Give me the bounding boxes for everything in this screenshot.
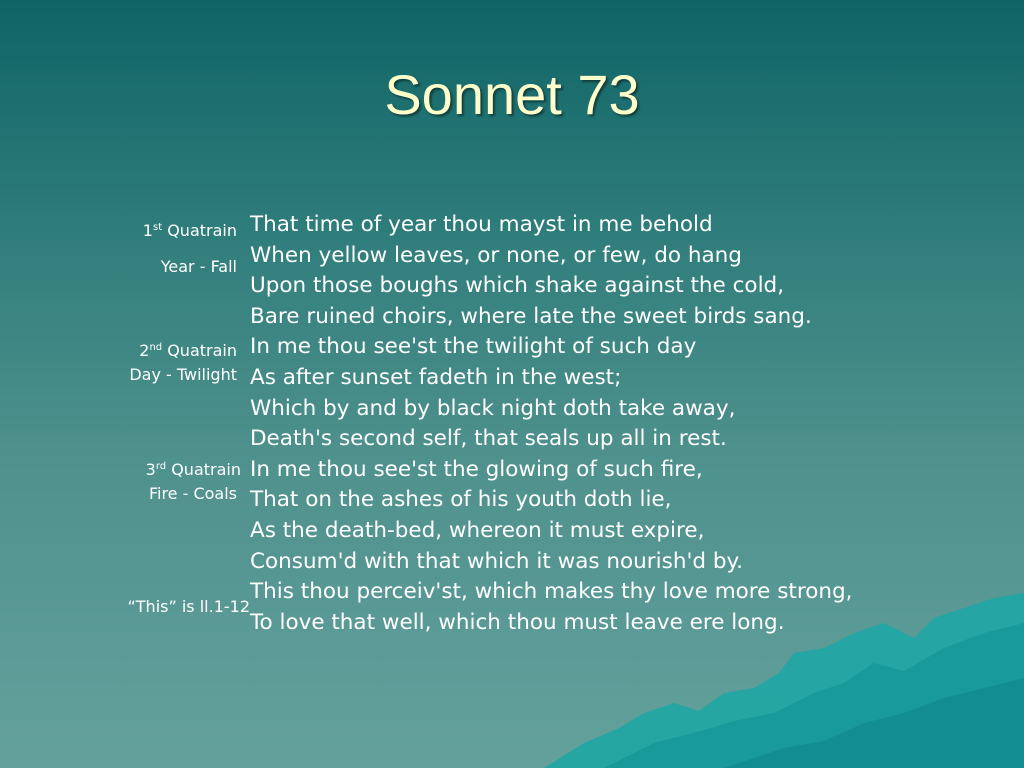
this-reference-note: “This” is ll.1-12: [127, 597, 250, 616]
poem-line: When yellow leaves, or none, or few, do hang: [250, 242, 742, 268]
poem-line: To love that well, which thou must leave ere long.: [250, 609, 785, 635]
slide-title: Sonnet 73: [384, 63, 640, 126]
quatrain-1-suffix: st: [152, 222, 163, 233]
poem-line: Death's second self, that seals up all in rest.: [250, 426, 727, 452]
quatrain-1-label: [143, 219, 237, 243]
sonnet-text: [250, 210, 852, 638]
quatrain-2-label: [139, 339, 237, 363]
poem-line: As after sunset fadeth in the west;: [250, 364, 622, 390]
quatrain-1-theme: Year - Fall: [160, 257, 237, 276]
poem-line: Consum'd with that which it was nourish'd by.: [250, 548, 743, 574]
poem-line: This thou perceiv'st, which makes thy love more strong,: [250, 579, 853, 605]
poem-line: As the death-bed, whereon it must expire,: [250, 517, 705, 543]
poem-line: Bare ruined choirs, where late the sweet birds sang.: [250, 303, 812, 329]
quatrain-1-word: Quatrain: [162, 221, 237, 240]
poem-line: In me thou see'st the glowing of such fire,: [250, 456, 703, 482]
poem-line: In me thou see'st the twilight of such day: [250, 334, 697, 360]
quatrain-3-label: [146, 458, 241, 482]
quatrain-3-word: Quatrain: [166, 460, 241, 479]
quatrain-3-suffix: rd: [155, 461, 167, 472]
quatrain-1-number: 1: [142, 221, 153, 240]
poem-line: Upon those boughs which shake against the cold,: [250, 273, 785, 299]
quatrain-3-number: 3: [145, 460, 156, 479]
quatrain-2-word: Quatrain: [162, 341, 237, 360]
poem-line: That on the ashes of his youth doth lie,: [250, 487, 672, 513]
quatrain-2-number: 2: [139, 341, 150, 360]
poem-line: That time of year thou mayst in me behold: [250, 212, 713, 237]
quatrain-2-suffix: nd: [149, 342, 163, 353]
quatrain-2-theme: Day - Twilight: [129, 365, 237, 384]
quatrain-3-theme: Fire - Coals: [148, 484, 237, 503]
poem-line: Which by and by black night doth take away,: [250, 395, 736, 421]
